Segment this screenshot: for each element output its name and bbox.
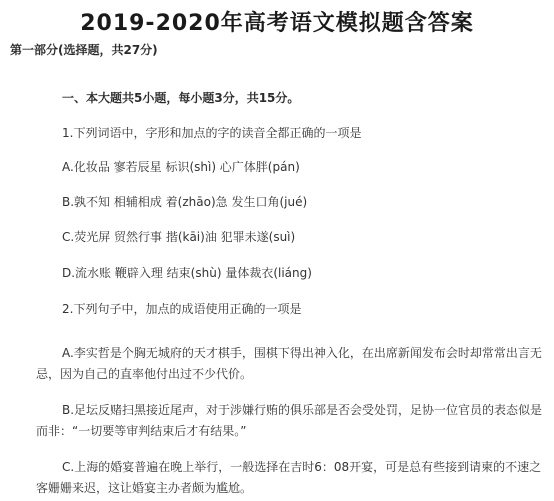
section-heading: 一、本大题共5小题，每小题3分，共15分。 (62, 91, 300, 105)
question-1-option-d: D.流水账 鞭辟入理 结束(shù) 量体裁衣(liáng) (62, 266, 312, 280)
part-heading: 第一部分(选择题，共27分) (10, 43, 158, 57)
question-2-option-b: B.足坛反赌扫黑接近尾声，对于涉嫌行贿的俱乐部是否会受处罚，足协一位官员的表态似是而非：“一切要等审判结束后才有结果。” (36, 403, 543, 438)
question-1-option-b: B.孰不知 相辅相成 着(zhāo)急 发生口角(jué) (62, 195, 308, 209)
question-2-option-c: C.上海的婚宴普遍在晚上举行，一般选择在吉时6：08开宴，可是总有些接到请柬的不速之客姗姗来迟，这让婚宴主办者颇为尴尬。 (36, 460, 542, 495)
question-1-option-a: A.化妆品 寥若辰星 标识(shì) 心广体胖(pán) (62, 160, 300, 174)
question-1-option-c: C.荧光屏 贸然行事 揩(kāi)油 犯罪未遂(suì) (62, 230, 296, 244)
question-2-option-a: A.李实哲是个胸无城府的天才棋手，围棋下得出神入化，在出席新闻发布会时却常常出言无忌，因为自己的直率他付出过不少代价。 (36, 346, 542, 381)
question-1-stem: 1.下列词语中，字形和加点的字的读音全都正确的一项是 (62, 126, 362, 140)
question-2-stem: 2.下列句子中，加点的成语使用正确的一项是 (62, 302, 302, 316)
document-title: 2019-2020年高考语文模拟题含答案 (80, 11, 474, 36)
